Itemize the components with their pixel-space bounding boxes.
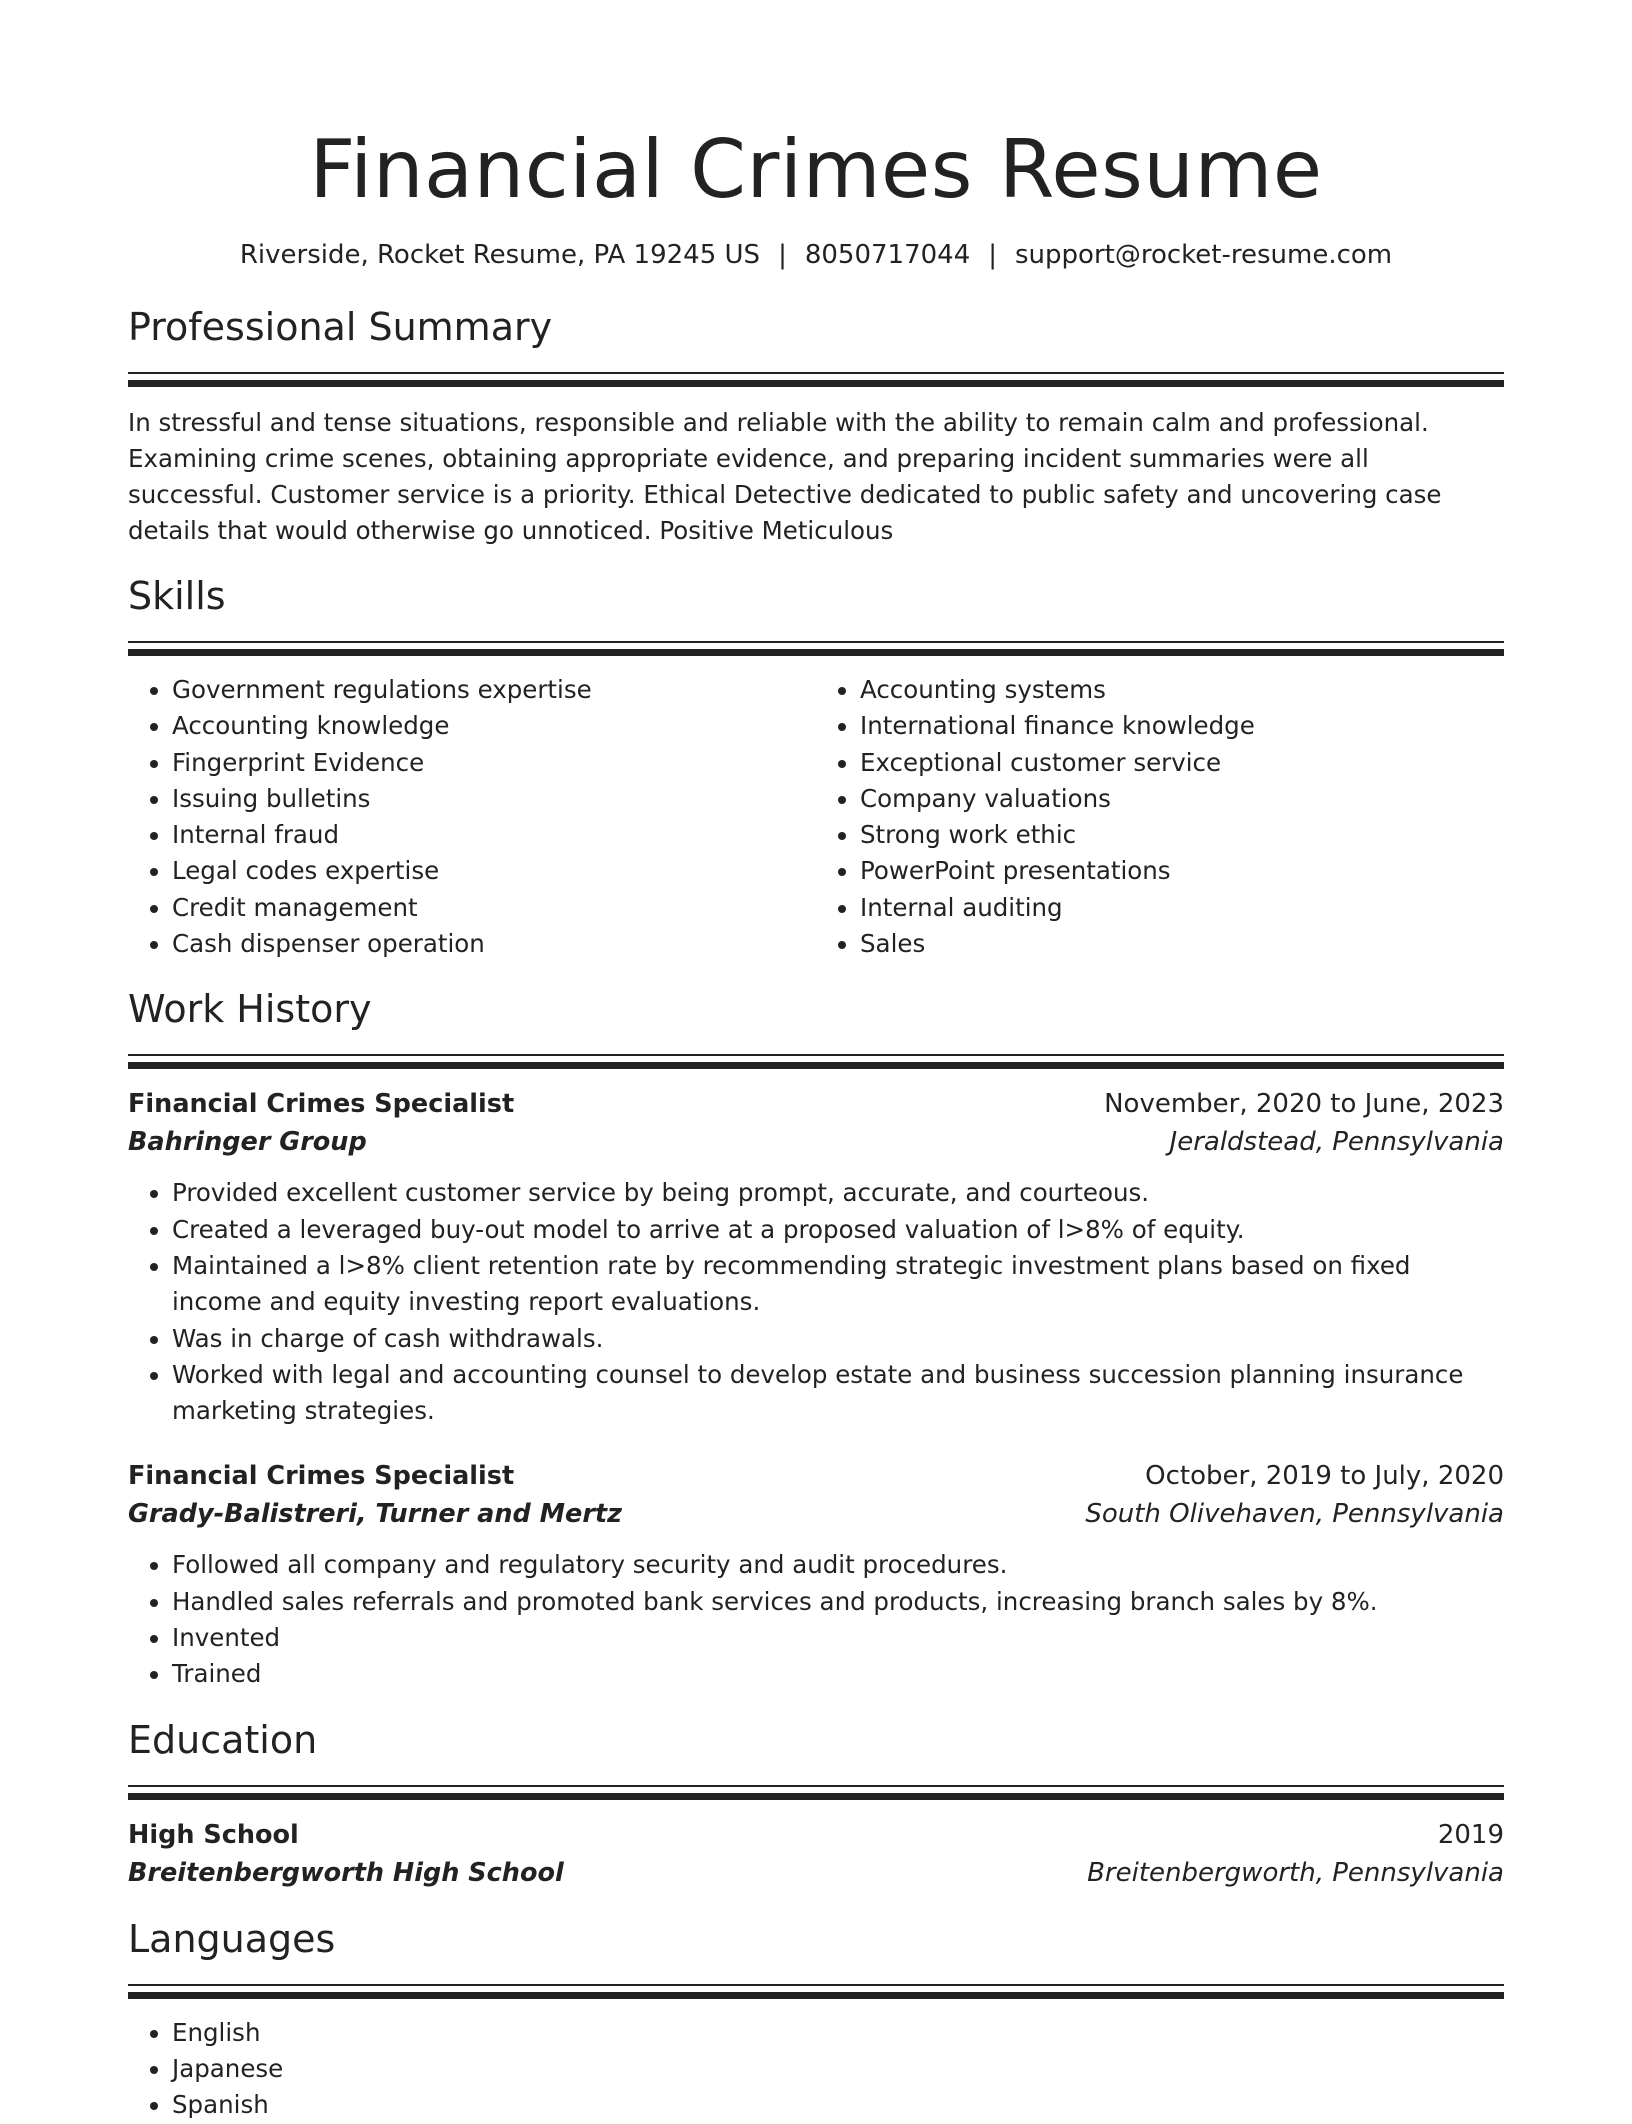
- skill-item: • Issuing bulletins: [172, 781, 816, 817]
- resume-page: [128, 120, 1504, 2124]
- education-section: [128, 1717, 1504, 1892]
- skill-item: • Accounting systems: [860, 672, 1504, 708]
- language-item: • Spanish: [172, 2087, 1504, 2123]
- work-heading: Work History: [128, 987, 372, 1032]
- job-bullet: • Provided excellent customer service by being prompt, accurate, and courteous.: [172, 1175, 1504, 1211]
- education-school: Breitenbergworth High School: [128, 1857, 564, 1888]
- skill-item: • Exceptional customer service: [860, 745, 1504, 781]
- skill-item: • Company valuations: [860, 781, 1504, 817]
- education-heading: Education: [128, 1717, 318, 1762]
- job-bullet: • Created a leveraged buy-out model to arrive at a proposed valuation of l>8% of equity.: [172, 1212, 1504, 1248]
- summary-heading: Professional Summary: [128, 305, 553, 349]
- summary-text: In stressful and tense situations, responsible and reliable with the ability to remain calm and professional. Examining crime scenes, obtaining appropriate evidence, and preparing incident summaries were all successful. Customer service is a priority. Ethical Detective dedicated to public safety and uncovering case details that would otherwise go unnoticed. Positive Meticulous: [128, 408, 1442, 545]
- job-title: Financial Crimes Specialist: [128, 1089, 515, 1120]
- job-dates: October, 2019 to July, 2020: [1145, 1461, 1504, 1492]
- job-bullet: • Maintained a l>8% client retention rate by recommending strategic investment plans based on fixed income and equity investing report evaluations.: [172, 1248, 1504, 1321]
- education-school-row: [128, 1854, 1504, 1892]
- job-location: South Olivehaven, Pennsylvania: [1085, 1499, 1504, 1530]
- resume-title: Financial Crimes Resume: [309, 123, 1323, 216]
- job-header-row: [128, 1457, 1504, 1495]
- skills-heading: Skills: [128, 574, 226, 618]
- job-location: Jeraldstead, Pennsylvania: [1169, 1127, 1504, 1158]
- job-bullet: • Invented: [172, 1620, 1504, 1656]
- contact-address: Riverside, Rocket Resume, PA 19245 US: [239, 240, 761, 270]
- education-location: Breitenbergworth, Pennsylvania: [1087, 1857, 1504, 1888]
- job-bullets: [128, 1175, 1504, 1429]
- section-divider: [128, 1984, 1504, 1999]
- contact-separator: |: [988, 240, 998, 270]
- job-entry: [128, 1457, 1504, 1692]
- work-section: [128, 986, 1504, 1692]
- job-bullet: • Worked with legal and accounting counsel to develop estate and business succession planning insurance marketing strategies.: [172, 1357, 1504, 1430]
- job-bullet: • Was in charge of cash withdrawals.: [172, 1321, 1504, 1357]
- job-bullet: • Handled sales referrals and promoted bank services and products, increasing branch sales by 8%.: [172, 1584, 1504, 1620]
- languages-heading: Languages: [128, 1916, 336, 1961]
- skills-right-list: [816, 672, 1504, 962]
- skills-left-list: [128, 672, 816, 962]
- section-divider: [128, 641, 1504, 656]
- section-divider: [128, 1054, 1504, 1069]
- job-company: Grady-Balistreri, Turner and Mertz: [128, 1499, 622, 1530]
- skill-item: • Accounting knowledge: [172, 708, 816, 744]
- section-divider: [128, 372, 1504, 387]
- job-bullets: [128, 1547, 1504, 1692]
- language-item: • Japanese: [172, 2051, 1504, 2087]
- contact-email[interactable]: support@rocket-resume.com: [1015, 240, 1393, 270]
- job-entry: [128, 1085, 1504, 1429]
- skill-item: • Cash dispenser operation: [172, 926, 816, 962]
- skill-item: • Fingerprint Evidence: [172, 745, 816, 781]
- languages-section: [128, 1916, 1504, 2124]
- skill-item: • Sales: [860, 926, 1504, 962]
- skill-item: • Internal fraud: [172, 817, 816, 853]
- job-header-row: [128, 1085, 1504, 1123]
- education-year: 2019: [1437, 1819, 1504, 1850]
- job-title: Financial Crimes Specialist: [128, 1461, 515, 1492]
- job-dates: November, 2020 to June, 2023: [1104, 1089, 1504, 1120]
- job-company-row: [128, 1495, 1504, 1533]
- skills-columns: [128, 672, 1504, 962]
- job-bullet: • Trained: [172, 1656, 1504, 1692]
- skill-item: • International finance knowledge: [860, 708, 1504, 744]
- skill-item: • Credit management: [172, 890, 816, 926]
- job-company-row: [128, 1123, 1504, 1161]
- language-item: • English: [172, 2015, 1504, 2051]
- languages-list: [128, 2015, 1504, 2124]
- job-bullet: • Followed all company and regulatory security and audit procedures.: [172, 1547, 1504, 1583]
- skill-item: • Legal codes expertise: [172, 853, 816, 889]
- skills-section: [128, 573, 1504, 962]
- skill-item: • PowerPoint presentations: [860, 853, 1504, 889]
- education-degree: High School: [128, 1819, 299, 1850]
- summary-section: [128, 304, 1504, 549]
- section-divider: [128, 1785, 1504, 1800]
- education-entry: [128, 1816, 1504, 1892]
- education-header-row: [128, 1816, 1504, 1854]
- contact-phone: 8050717044: [804, 240, 971, 270]
- skill-item: • Government regulations expertise: [172, 672, 816, 708]
- skill-item: • Internal auditing: [860, 890, 1504, 926]
- contact-separator: |: [778, 240, 787, 270]
- skill-item: • Strong work ethic: [860, 817, 1504, 853]
- job-company: Bahringer Group: [128, 1127, 367, 1158]
- contact-line: [128, 238, 1504, 272]
